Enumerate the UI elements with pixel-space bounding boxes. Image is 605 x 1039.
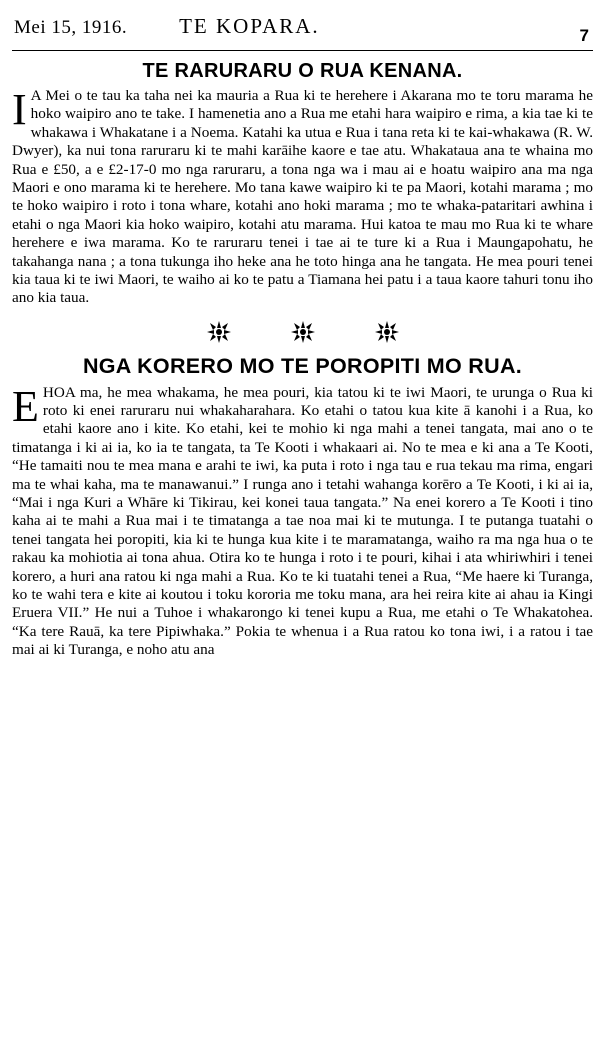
ornament-row [0,320,605,344]
article-1-body [12,87,593,308]
article-1-text: A Mei o te tau ka taha nei ka mauria a Rua ki te herehere i Akarana mo te toru marama he hoko waipiro ano te take. I hamenetia ano a Rua me etahi hara waipiro e rima, a kia tae ki te whakawa i Whakatane i a Noema. Katahi ka utua e Rua i tana reta ki te kai-whakawa (R. W. Dwyer), ka nui tona raruraru ki te mahi karāihe kaore e tae atu. Whakataua ana te whaina mo Rua e £50, a e £2-17-0 mo nga raruraru, a tona nga wa i mau ai e hoatu waipiro ana ma nga Maori e ono marama ki te herehere. Mo tana kawe waipiro ki te pa Maori, kotahi marama ; mo te hoko waipiro i roto i tona whare, kotahi ano hoki marama ; mo te whaka-pataritari awhina i etahi o nga Maori kia hoko waipiro, kotahi atu marama. Hui katoa te mau mo Rua ki te whare herehere e iwa marama. Ko te raruraru tenei i tae ai te ture ki a Rua i Maungapohatu, he takahanga nana ; a tona tukunga iho heke ana he toto hinga ana he tangata. He mea pouri tenei kia taua ki te iwi Maori, te waiho ai ko te patu a Tiamana hei patu i a taua kaore tahuri tonu iho ano kia taua. [12,87,593,307]
floral-ornament-icon [290,320,316,344]
paper-title: TE KOPARA. [179,14,320,38]
issue-date: Mei 15, 1916. [14,17,128,38]
page-number: 7 [579,26,589,45]
article-2-headline: NGA KORERO MO TE POROPITI MO RUA. [82,353,523,378]
floral-ornament-icon [374,320,400,344]
article-1-headline: TE RARURARU O RUA KENANA. [142,60,463,82]
article-2-body [12,381,593,660]
masthead [0,0,605,46]
article-2-dropcap: E [12,381,39,431]
masthead-divider [12,50,593,51]
article-1-dropcap: I [12,85,27,134]
floral-ornament-icon [206,320,232,344]
article-2-text: HOA ma, he mea whakama, he mea pouri, kia tatou ki te iwi Maori, te urunga o Rua ki roto ki enei raruraru nui whakaharahara. Ko etahi o tatou kua kite ā kanohi i a Rua, ko etahi kaore ano i kite. Ko etahi, kei te mohio ki nga mahi a tenei tangata, mai ano o te timatanga i ki ai ia, ko ia te tangata, ta Te Kooti i whakaari ai. No te mea e ki ana a Te Kooti, “He tamaiti nou te mea mana e arahi te iwi, ka puta i roto i nga tau e rua tekau ma rima, engari ma te whai kaha, ma te manawanui.” I runga ano i tetahi wahanga korēro a Te Kooti, i ki ai ia, “Mai i nga Kuri a Whāre ki Tikirau, kei konei taua tangata.” Na enei korero a Te Kooti i tino kaha ai te mahi a Rua mai i te timatanga a tae noa mai ki te mutunga. I te putanga tuatahi o tenei tangata hei poropiti, kia ki te hunga kua kite i te maramatanga, waiho ra ma nga hua o te rakau ka mohiotia ai tona ahua. Otira ko te hunga i roto i te pouri, kihai i ata whiriwhiri i tenei korero, a huri ana ratou ki nga mahi a Rua. Ko te ki tuatahi tenei a Rua, “Me haere ki Turanga, ko te wahi tera e kite ai koutou i toku kororia me toku mana, ara hei reira kite ai ahau ia Kingi Eruera VII.” He nui a Tuhoe i whakarongo ki tenei kupu a Rua, me etahi o Te Whakatohea. “Ka tere Rauā, ka tere Pipiwhaka.” Pokia te whenua i a Rua ratou ko tona iwi, i a ratou i tae mai ai ki Turanga, e noho atu ana [12,383,593,659]
